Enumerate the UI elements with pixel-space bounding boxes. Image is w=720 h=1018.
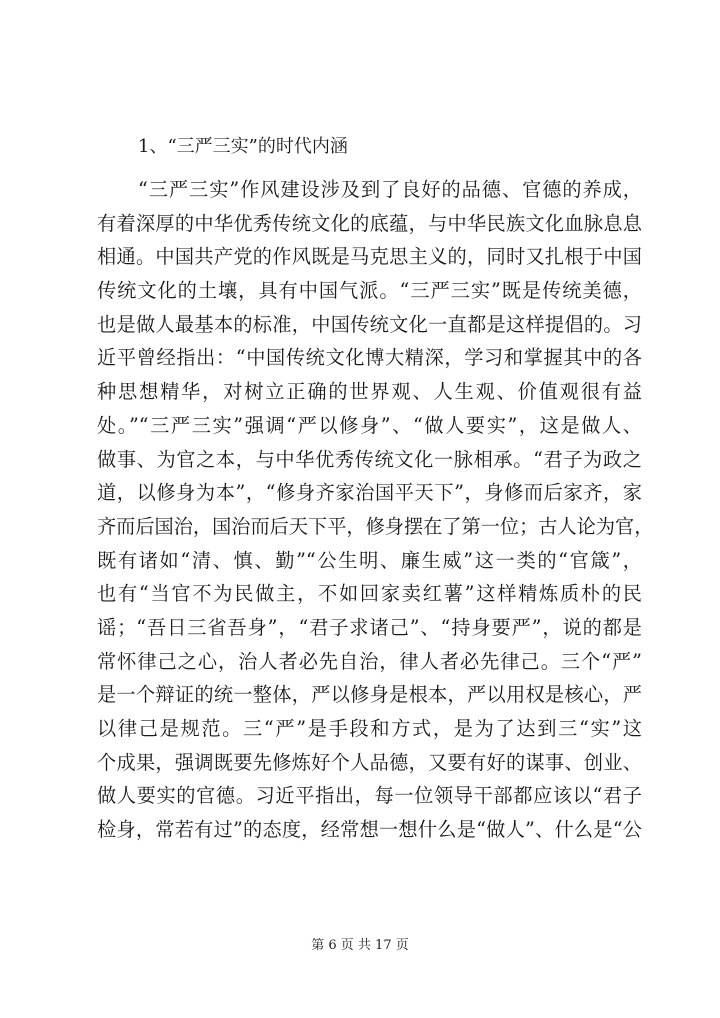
text-line: 处。”“三严三实”强调“严以修身”、“做人要实”，这是做人、 <box>97 413 642 437</box>
text-line: 谣；“吾日三省吾身”，“君子求诸己”、“持身要严”，说的都是 <box>97 615 642 639</box>
text-line: “三严三实”作风建设涉及到了良好的品德、官德的养成， <box>138 178 642 201</box>
page-number-footer: 第 6 页 共 17 页 <box>311 938 409 953</box>
text-line: 也是做人最基本的标准，中国传统文化一直都是这样提倡的。习 <box>97 312 642 336</box>
text-line: 是一个辩证的统一整体，严以修身是根本，严以用权是核心，严 <box>97 683 642 707</box>
text-line: 种思想精华，对树立正确的世界观、人生观、价值观很有益 <box>97 380 642 404</box>
text-line: 个成果，强调既要先修炼好个人品德，又要有好的谋事、创业、 <box>97 750 642 774</box>
text-line: 也有“当官不为民做主，不如回家卖红薯”这样精炼质朴的民 <box>97 582 642 606</box>
text-line: 相通。中国共产党的作风既是马克思主义的，同时又扎根于中国 <box>97 245 642 269</box>
text-line: 近平曾经指出：“中国传统文化博大精深，学习和掌握其中的各 <box>97 346 642 370</box>
text-line: 有着深厚的中华优秀传统文化的底蕴，与中华民族文化血脉息息 <box>97 211 642 235</box>
text-line: 常怀律己之心，治人者必先自治，律人者必先律己。三个“严” <box>97 649 642 673</box>
body-text <box>97 173 654 847</box>
section-heading: 1、“三严三实”的时代内涵 <box>138 136 348 157</box>
text-line: 检身，常若有过”的态度，经常想一想什么是“做人”、什么是“公 <box>97 818 642 842</box>
text-line: 做事、为官之本，与中华优秀传统文化一脉相承。“君子为政之 <box>97 447 642 471</box>
text-line: 传统文化的土壤，具有中国气派。“三严三实”既是传统美德， <box>97 279 642 303</box>
text-line: 既有诸如“清、慎、勤”“公生明、廉生威”这一类的“官箴”， <box>97 548 642 572</box>
text-line: 以律己是规范。三“严”是手段和方式，是为了达到三“实”这 <box>97 717 642 740</box>
text-line: 齐而后国治，国治而后天下平，修身摆在了第一位；古人论为官， <box>97 514 654 538</box>
text-line: 道，以修身为本”，“修身齐家治国平天下”，身修而后家齐，家 <box>97 481 642 505</box>
text-line: 做人要实的官德。习近平指出，每一位领导干部都应该以“君子 <box>97 784 642 808</box>
